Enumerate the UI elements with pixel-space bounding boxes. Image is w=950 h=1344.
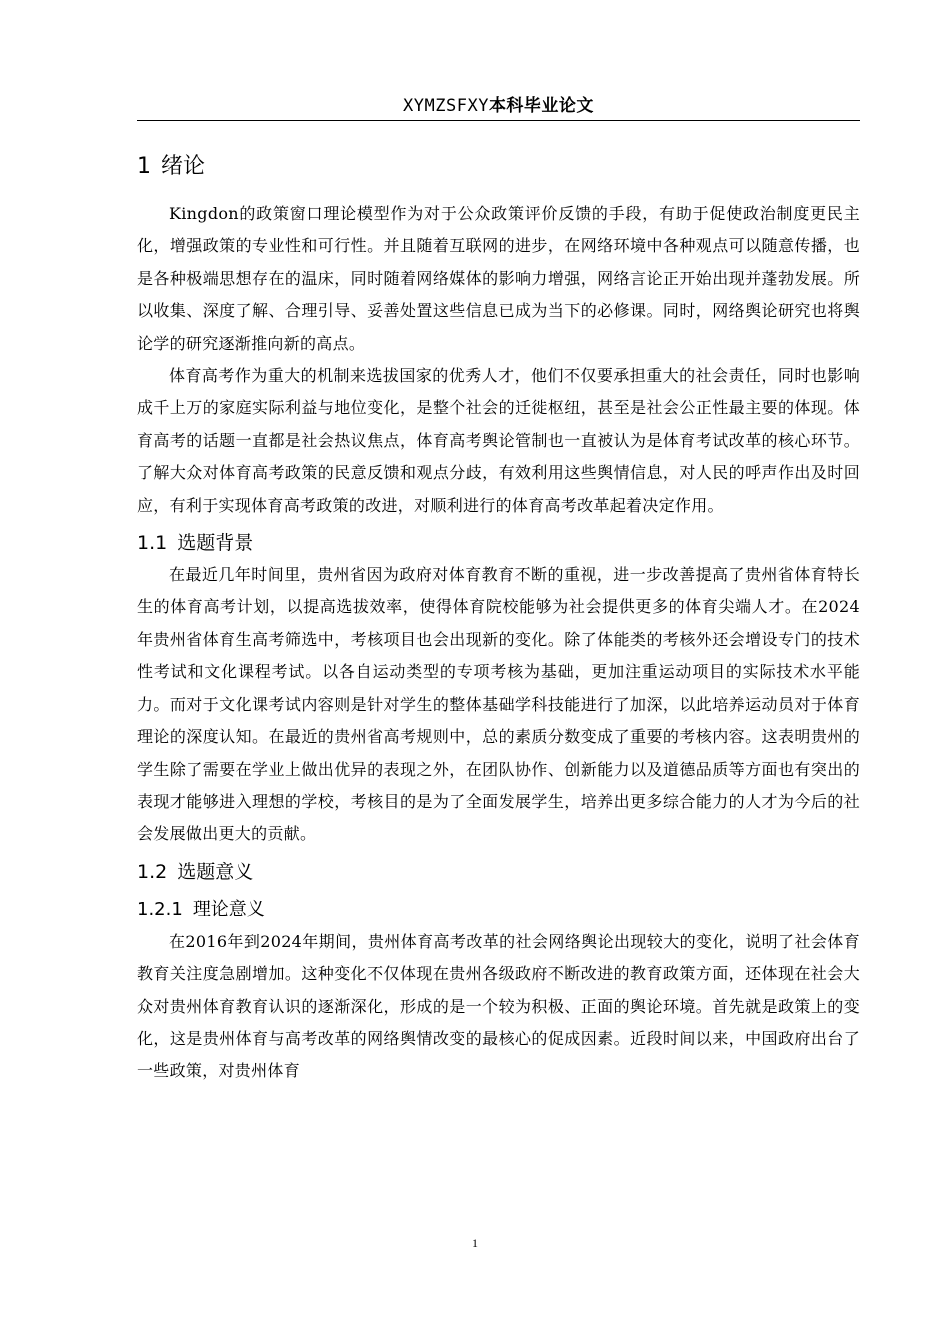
section-1-2-1-heading: [137, 894, 860, 926]
chapter-paragraph-1: Kingdon的政策窗口理论模型作为对于公众政策评价反馈的手段，有助于促使政治制度更民主化，增强政策的专业性和可行性。并且随着互联网的进步，在网络环境中各种观点可以随意传播，也是各种极端思想存在的温床，同时随着网络媒体的影响力增强，网络言论正开始出现并蓬勃发展。所以收集、深度了解、合理引导、妥善处置这些信息已成为当下的必修课。同时，网络舆论研究也将舆论学的研究逐渐推向新的高点。: [137, 204, 860, 353]
section-1-1-heading: [137, 527, 860, 559]
chapter-paragraph-2: 体育高考作为重大的机制来选拔国家的优秀人才，他们不仅要承担重大的社会责任，同时也影响成千上万的家庭实际利益与地位变化，是整个社会的迁徙枢纽，甚至是社会公正性最主要的体现。体育高考的话题一直都是社会热议焦点，体育高考舆论管制也一直被认为是体育考试改革的核心环节。了解大众对体育高考政策的民意反馈和观点分歧，有效利用这些舆情信息，对人民的呼声作出及时回应，有利于实现体育高考政策的改进，对顺利进行的体育高考改革起着决定作用。: [137, 366, 860, 515]
section-1-2-1-paragraph-1: 在2016年到2024年期间，贵州体育高考改革的社会网络舆论出现较大的变化，说明了社会体育教育关注度急剧增加。这种变化不仅体现在贵州各级政府不断改进的教育政策方面，还体现在社会大众对贵州体育教育认识的逐渐深化，形成的是一个较为积极、正面的舆论环境。首先就是政策上的变化，这是贵州体育与高考改革的网络舆情改变的最核心的促成因素。近段时间以来，中国政府出台了一些政策，对贵州体育: [137, 931, 860, 1081]
section-1-1-paragraph-1: 在最近几年时间里，贵州省因为政府对体育教育不断的重视，进一步改善提高了贵州省体育特长生的体育高考计划，以提高选拔效率，使得体育院校能够为社会提供更多的体育尖端人才。在2024年贵州省体育生高考筛选中，考核项目也会出现新的变化。除了体能类的考核外还会增设专门的技术性考试和文化课程考试。以各自运动类型的专项考核为基础，更加注重运动项目的实际技术水平能力。而对于文化课考试内容则是针对学生的整体基础学科技能进行了加深，以此培养运动员对于体育理论的深度认知。在最近的贵州省高考规则中，总的素质分数变成了重要的考核内容。这表明贵州的学生除了需要在学业上做出优异的表现之外，在团队协作、创新能力以及道德品质等方面也有突出的表现才能够进入理想的学校，考核目的是为了全面发展学生，培养出更多综合能力的人才为今后的社会发展做出更大的贡献。: [137, 565, 860, 844]
page-number: 1: [472, 1236, 478, 1250]
section-1-1-title: 选题背景: [177, 532, 254, 555]
chapter-title: 绪论: [161, 154, 206, 179]
header-title-cjk: 本科毕业论文: [488, 96, 594, 116]
page-footer: [0, 1236, 950, 1251]
header-title-latin: XYMZSFXY: [403, 96, 489, 116]
chapter-heading: [137, 150, 860, 184]
chapter-number: 1: [137, 154, 151, 179]
section-1-2-title: 选题意义: [177, 860, 254, 883]
section-1-2-1-title: 理论意义: [192, 898, 265, 920]
section-1-2-heading: [137, 856, 860, 888]
page-header: [137, 93, 860, 121]
header-title: [403, 96, 594, 116]
section-1-2-number: 1.2: [137, 860, 168, 883]
section-1-2-1-number: 1.2.1: [137, 898, 183, 920]
section-1-1-number: 1.1: [137, 532, 168, 555]
page-content: [137, 150, 860, 1088]
